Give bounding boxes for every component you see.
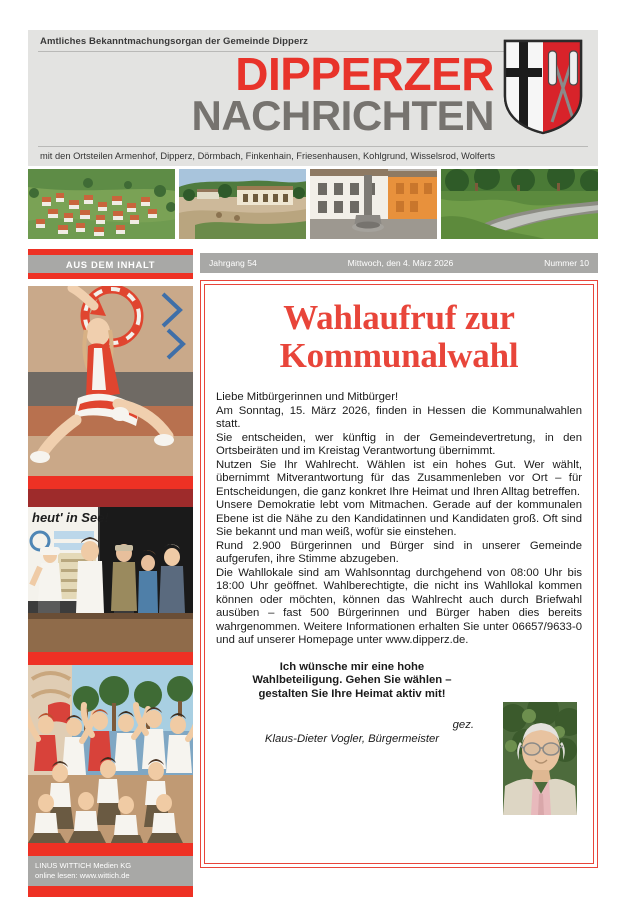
photo-stream-meadow	[441, 169, 598, 239]
article-paragraph: Liebe Mitbürgerinnen und Mitbürger!	[216, 391, 399, 403]
appeal-line-1: Ich wünsche mir eine hohe	[279, 660, 425, 673]
article-paragraph: Nutzen Sie Ihr Wahlrecht. Wählen ist ein hohes Gut. Wer wählt, übernimmt Mitverantwortung für das Zusammenleben vor Ort – für Entscheidungen, die ganz konkret Ihre Heimat und Ihren Alltag betreffen.	[216, 458, 582, 498]
photo-aerial-village	[28, 169, 175, 239]
masthead-organ-line: Amtliches Bekanntmachungsorgan der Gemeinde Dipperz	[40, 36, 308, 47]
wordmark-dipperzer: DIPPERZER	[235, 48, 494, 100]
wordmark-nachrichten: NACHRICHTEN	[191, 92, 494, 139]
appeal-line-3: gestalten Sie Ihre Heimat aktiv mit!	[258, 687, 446, 700]
publisher-footer	[28, 856, 193, 886]
sidebar-title: AUS DEM INHALT	[28, 255, 193, 273]
sidebar-spacer-1	[28, 279, 193, 286]
photo-village-plaza	[179, 169, 306, 239]
signature-gez: gez.	[452, 719, 474, 732]
sidebar-accent-bar-bottom	[28, 886, 193, 897]
issue-volume: Jahrgang 54	[209, 258, 257, 268]
article-paragraph: Am Sonntag, 15. März 2026, finden in Hessen die Kommunalwahlen statt.	[216, 404, 582, 430]
sidebar-accent-bar-1	[28, 476, 193, 489]
photo-strip	[28, 169, 598, 239]
issue-number: Nummer 10	[544, 258, 589, 268]
headline-line-1: Wahlaufruf zur	[283, 298, 515, 337]
masthead-divider-bottom	[38, 146, 588, 147]
article-body	[216, 391, 582, 648]
sidebar-accent-bar-3	[28, 843, 193, 856]
newspaper-wordmark	[28, 50, 494, 138]
photo-fountain-building	[310, 169, 437, 239]
svg-text:heut' in See!: heut' in See!	[32, 510, 109, 525]
sidebar-contents	[28, 249, 193, 897]
photo-mayor-portrait	[503, 702, 577, 815]
publisher-website[interactable]: online lesen: www.wittich.de	[35, 871, 130, 880]
article-signature	[216, 718, 488, 746]
article-headline	[216, 299, 582, 375]
coat-of-arms-dipperz	[502, 38, 584, 136]
article-inner-frame	[204, 284, 594, 864]
article-paragraph: Rund 2.900 Bürgerinnen und Bürger sind in unserer Gemeinde aufgerufen, ihre Stimme abzugeben.	[216, 539, 582, 565]
sidebar-accent-bar-2	[28, 652, 193, 665]
main-article	[200, 280, 598, 868]
issue-info-bar	[200, 253, 598, 273]
article-appeal	[216, 661, 488, 702]
masthead	[28, 30, 598, 166]
signature-name: Klaus-Dieter Vogler, Bürgermeister	[264, 733, 440, 746]
issue-date: Mittwoch, den 4. März 2026	[347, 258, 454, 268]
headline-line-2: Kommunalwahl	[279, 336, 519, 375]
article-paragraph: Sie entscheiden, wer künftig in der Gemeindevertretung, in den Ortsbeiräten und im Kreistag Verantwortung übernimmt.	[216, 431, 582, 457]
publisher-name: LINUS WITTICH Medien KG	[35, 861, 132, 870]
article-paragraph: Unsere Demokratie lebt vom Mitmachen. Gerade auf der kommunalen Ebene ist die Nähe zu den Kandidatinnen und Kandidaten groß. Oft sind Sie bekannt und man weiß, wofür sie einstehen.	[216, 499, 582, 538]
photo-stage-performance[interactable]	[28, 489, 193, 652]
masthead-districts-line: mit den Ortsteilen Armenhof, Dipperz, Dörmbach, Finkenhain, Friesenhausen, Kohlgrund, Wisselsrod, Wolferts	[40, 151, 496, 161]
article-paragraph: Die Wahllokale sind am Wahlsonntag durchgehend von 08:00 Uhr bis 18:00 Uhr geöffnet. Wahlberechtigte, die nicht ins Wahllokal kommen können oder möchten, können das Wahlrecht auch durch Briefwahl ausüben – fast 500 Bürgerinnen und Bürger haben dies bereits wahrgenommen. Weitere Informationen erhalten Sie unter 06657/9633-0 und auf unserer Homepage unter www.dipperz.de.	[216, 566, 582, 646]
photo-dance-group[interactable]	[28, 665, 193, 843]
appeal-line-2: Wahlbeteiligung. Gehen Sie wählen –	[252, 674, 452, 687]
photo-carnival-dancer[interactable]	[28, 286, 193, 476]
